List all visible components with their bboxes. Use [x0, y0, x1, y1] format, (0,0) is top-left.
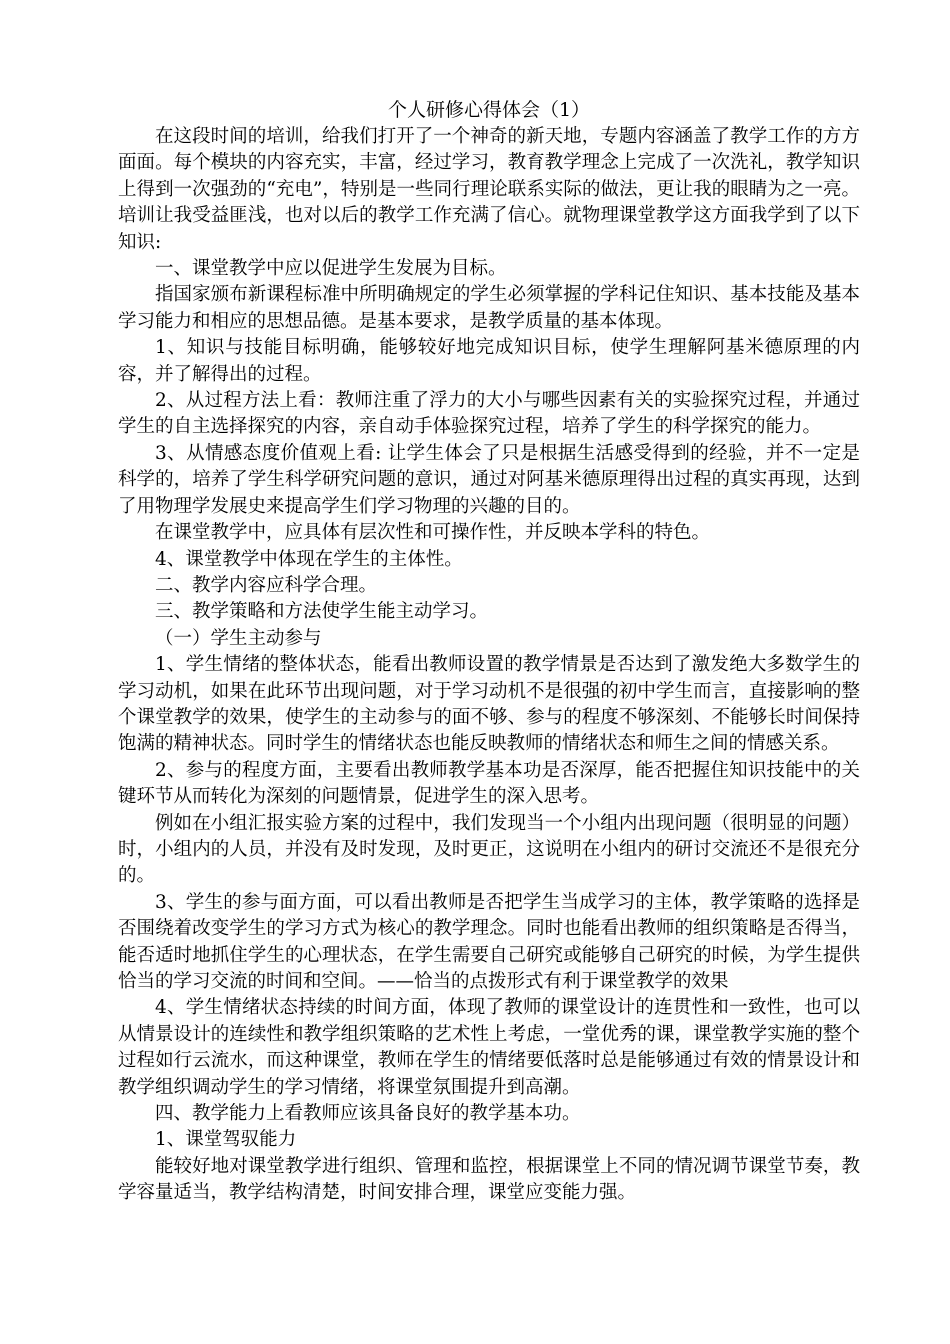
paragraph-heading-1: 一、课堂教学中应以促进学生发展为目标。	[155, 258, 507, 280]
document-title: 个人研修心得体会（1）	[387, 99, 591, 121]
paragraph-heading-2: 二、教学内容应科学合理。	[155, 574, 378, 596]
paragraph: 指国家颁布新课程标准中所明确规定的学生必须掌握的学科记住知识、基本技能及基本学习能力和相应的思想品德。是基本要求，是教学质量的基本体现。	[118, 284, 860, 332]
paragraph: 例如在小组汇报实验方案的过程中，我们发现当一个小组内出现问题（很明显的问题）时，小组内的人员，并没有及时发现，及时更正，这说明在小组内的研讨交流还不是很充分的。	[118, 812, 860, 887]
document-page	[118, 96, 860, 1207]
paragraph: 能较好地对课堂教学进行组织、管理和监控，根据课堂上不同的情况调节课堂节奏，教学容量适当，教学结构清楚，时间安排合理，课堂应变能力强。	[118, 1155, 860, 1204]
paragraph-subheading: （一）学生主动参与	[155, 627, 322, 649]
paragraph: 3、学生的参与面方面，可以看出教师是否把学生当成学习的主体，教学策略的选择是否围绕着改变学生的学习方式为核心的教学理念。同时也能看出教师的组织策略是否得当，能否适时地抓住学生的心理状态，在学生需要自己研究或能够自己研究的时候，为学生提供恰当的学习交流的时间和空间。——恰当的点拨形式有利于课堂教学的效果	[118, 891, 860, 992]
paragraph-heading-3: 三、教学策略和方法使学生能主动学习。	[155, 601, 489, 623]
paragraph-subheading: 1、课堂驾驭能力	[155, 1129, 297, 1151]
paragraph: 1、学生情绪的整体状态，能看出教师设置的教学情景是否达到了激发绝大多数学生的学习动机，如果在此环节出现问题，对于学习动机不是很强的初中学生而言，直接影响的整个课堂教学的效果，使学生的主动参与的面不够、参与的程度不够深刻、不能够长时间保持饱满的精神状态。同时学生的情绪状态也能反映教师的情绪状态和师生之间的情感关系。	[118, 654, 860, 755]
paragraph: 3、从情感态度价值观上看: 让学生体会了只是根据生活感受得到的经验，并不一定是科学的，培养了学生科学研究问题的意识，通过对阿基米德原理得出过程的真实再现，达到了用物理学发展史来提高学生们学习物理的兴趣的目的。	[118, 442, 860, 517]
paragraph: 在课堂教学中，应具体有层次性和可操作性，并反映本学科的特色。	[155, 522, 711, 544]
paragraph: 4、课堂教学中体现在学生的主体性。	[155, 548, 463, 570]
paragraph: 4、学生情绪状态持续的时间方面，体现了教师的课堂设计的连贯性和一致性，也可以从情景设计的连续性和教学组织策略的艺术性上考虑，一堂优秀的课，课堂教学实施的整个过程如行云流水，而这种课堂，教师在学生的情绪要低落时总是能够通过有效的情景设计和教学组织调动学生的学习情绪，将课堂氛围提升到高潮。	[118, 997, 860, 1098]
paragraph-heading-4: 四、教学能力上看教师应该具备良好的教学基本功。	[155, 1103, 581, 1125]
paragraph: 2、从过程方法上看：教师注重了浮力的大小与哪些因素有关的实验探究过程，并通过学生的自主选择探究的内容，亲自动手体验探究过程，培养了学生的科学探究的能力。	[118, 390, 860, 438]
paragraph-intro: 在这段时间的培训，给我们打开了一个神奇的新天地，专题内容涵盖了教学工作的方方面面。每个模块的内容充实，丰富，经过学习，教育教学理念上完成了一次洗礼，教学知识上得到一次强劲的“充电”，特别是一些同行理论联系实际的做法，更让我的眼睛为之一亮。培训让我受益匪浅，也对以后的教学工作充满了信心。就物理课堂教学这方面我学到了以下知识:	[118, 126, 860, 253]
paragraph: 2、参与的程度方面，主要看出教师教学基本功是否深厚，能否把握住知识技能中的关键环节从而转化为深刻的问题情景，促进学生的深入思考。	[118, 759, 860, 808]
paragraph: 1、知识与技能目标明确，能够较好地完成知识目标，使学生理解阿基米德原理的内容，并了解得出的过程。	[118, 337, 860, 385]
